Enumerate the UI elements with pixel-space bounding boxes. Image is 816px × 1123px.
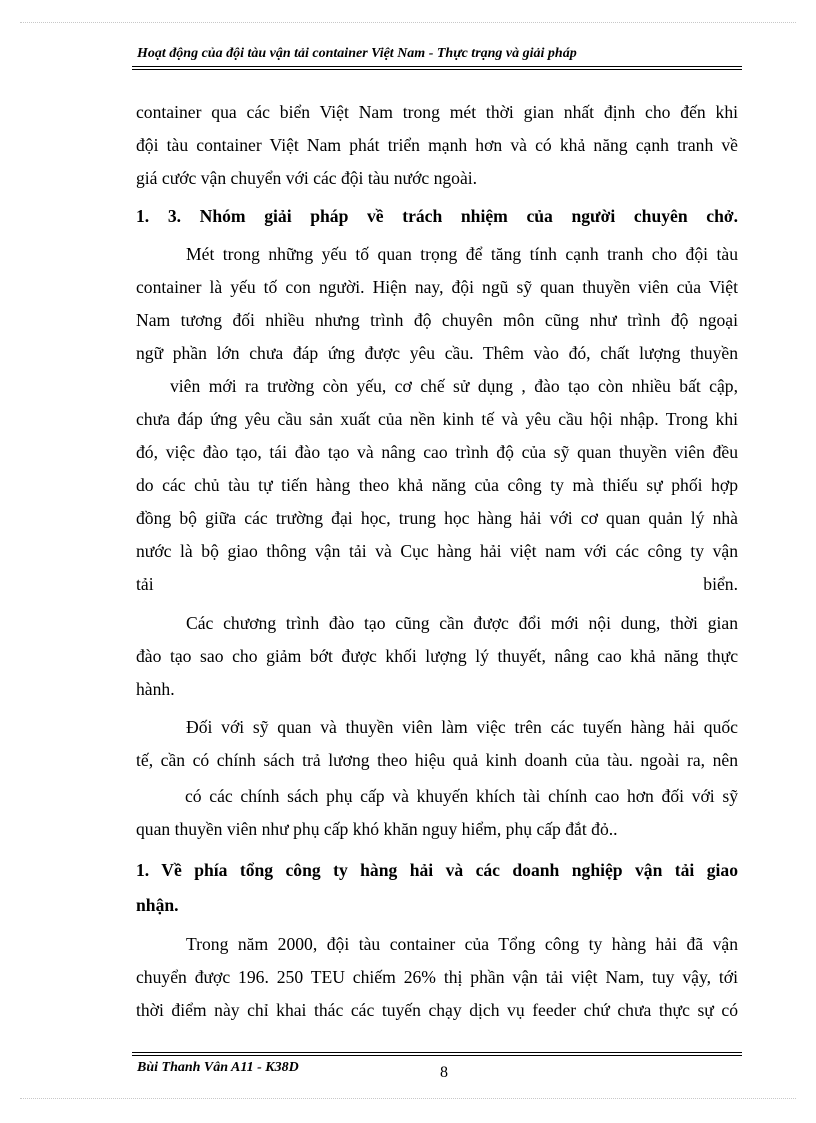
text-line: đồng bộ giữa các trường đại học, trung học hàng hải với cơ quan quản lý nhà xyxy=(136,508,738,528)
text-line: viên mới ra trường còn yếu, cơ chế sử dụng , đào tạo còn nhiều bất cập, xyxy=(170,376,738,396)
text-line: Đối với sỹ quan và thuyền viên làm việc trên các tuyến hàng hải quốc xyxy=(186,717,738,737)
top-dotted-border xyxy=(20,22,796,23)
text-line: do các chủ tàu tự tiến hàng theo khả năng của công ty mà thiếu sự phối hợp xyxy=(136,475,738,495)
text-line: Mét trong những yếu tố quan trọng để tăng tính cạnh tranh cho đội tàu xyxy=(186,244,738,264)
header-title: Hoạt động của đội tàu vận tải container Việt Nam - Thực trạng và giải pháp xyxy=(137,46,577,61)
footer-rule-thin xyxy=(132,1055,742,1056)
page-number: 8 xyxy=(440,1064,448,1081)
text-line: chưa đáp ứng yêu cầu sản xuất của nền kinh tế và yêu cầu hội nhập. Trong khi xyxy=(136,409,738,429)
text-line: đào tạo sao cho giảm bớt được khối lượng lý thuyết, nâng cao khả năng thực xyxy=(136,646,738,666)
text-line: container qua các biển Việt Nam trong mét thời gian nhất định cho đến khi xyxy=(136,102,738,122)
text-line: đó, việc đào tạo, tái đào tạo và nâng cao trình độ của sỹ quan thuyền viên đều xyxy=(136,442,738,462)
bottom-dotted-border xyxy=(20,1098,796,1099)
header-rule xyxy=(132,66,742,67)
text-line: tế, cần có chính sách trả lương theo hiệu quả kinh doanh của tàu. ngoài ra, nên xyxy=(136,750,738,770)
header-rule-thin xyxy=(132,69,742,70)
text-line: Trong năm 2000, đội tàu container của Tổng công ty hàng hải đã vận xyxy=(186,934,738,954)
section-heading-cont: nhận. xyxy=(136,895,179,915)
text-line: Các chương trình đào tạo cũng cần được đổi mới nội dung, thời gian xyxy=(186,613,738,633)
text-line: Nam tương đối nhiều nhưng trình độ chuyên môn cũng như trình độ ngoại xyxy=(136,310,738,330)
text-line: quan thuyền viên như phụ cấp khó khăn nguy hiểm, phụ cấp đắt đỏ.. xyxy=(136,819,618,839)
section-heading: 1. 3. Nhóm giải pháp về trách nhiệm của người chuyên chở. xyxy=(136,206,738,226)
text-line: tải biển. xyxy=(136,574,738,594)
text-line: thời điểm này chỉ khai thác các tuyến chạy dịch vụ feeder chứ chưa thực sự có xyxy=(136,1000,738,1020)
text-line: đội tàu container Việt Nam phát triển mạnh hơn và có khả năng cạnh tranh về xyxy=(136,135,738,155)
text-line: có các chính sách phụ cấp và khuyến khích tài chính cao hơn đối với sỹ xyxy=(185,786,738,806)
section-heading: 1. Về phía tổng công ty hàng hải và các doanh nghiệp vận tải giao xyxy=(136,860,738,880)
footer-rule xyxy=(132,1052,742,1053)
text-line: giá cước vận chuyển với các đội tàu nước ngoài. xyxy=(136,168,478,188)
text-line: chuyển được 196. 250 TEU chiếm 26% thị phần vận tải việt Nam, tuy vậy, tới xyxy=(136,967,738,987)
text-line: container là yếu tố con người. Hiện nay, đội ngũ sỹ quan thuyền viên của Việt xyxy=(136,277,738,297)
text-line: ngữ phần lớn chưa đáp ứng được yêu cầu. Thêm vào đó, chất lượng thuyền xyxy=(136,343,738,363)
text-line: hành. xyxy=(136,679,175,699)
text-line: nước là bộ giao thông vận tải và Cục hàng hải việt nam với các công ty vận xyxy=(136,541,738,561)
footer-author: Bùi Thanh Vân A11 - K38D xyxy=(137,1060,299,1075)
